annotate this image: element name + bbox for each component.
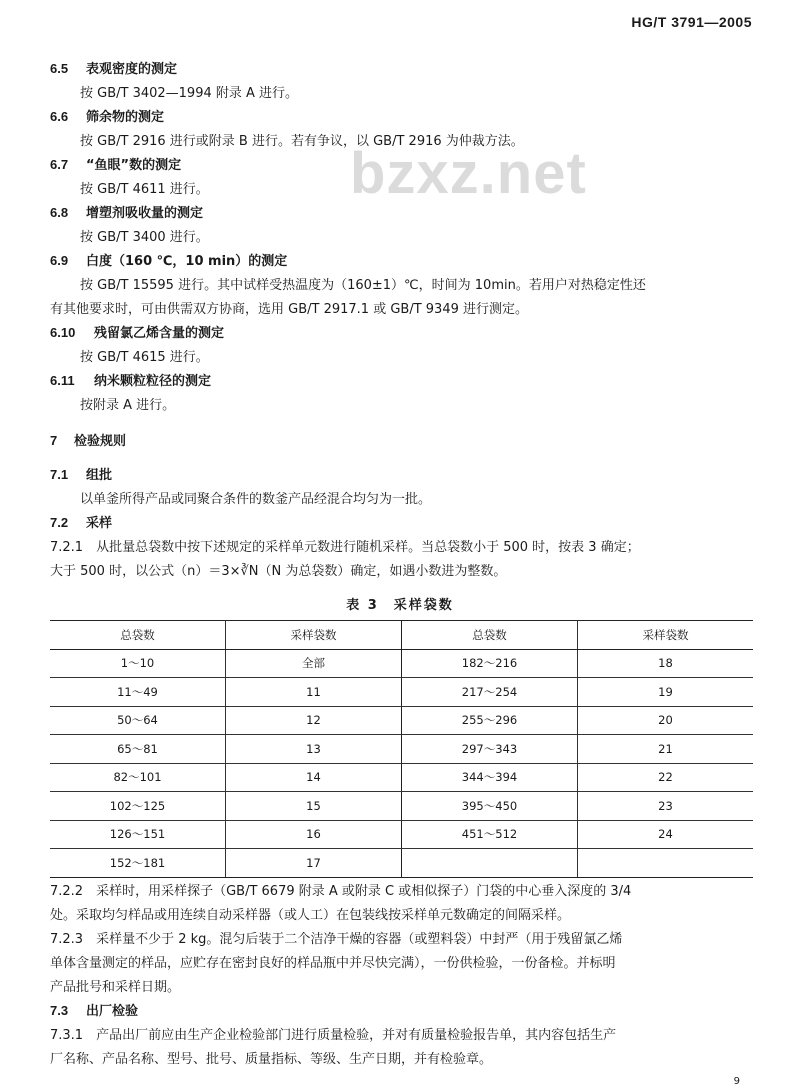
table-cell: 17	[226, 849, 402, 878]
table-header-row	[50, 621, 753, 650]
body-6-11: 按附录 A 进行。	[80, 398, 176, 413]
table-row	[50, 678, 753, 707]
table-cell: 13	[226, 735, 402, 764]
table-header-cell: 总袋数	[402, 621, 578, 650]
section-number: 6.10	[50, 325, 76, 340]
section-title: 增塑剂吸收量的测定	[86, 206, 204, 221]
table-cell	[402, 849, 578, 878]
section-number: 6.5	[50, 61, 69, 76]
table-row	[50, 820, 753, 849]
section-number: 7.3	[50, 1003, 69, 1018]
table-cell: 255～296	[402, 706, 578, 735]
body-7-2-2-line2: 处。采取均匀样品或用连续自动采样器（或人工）在包装线按采样单元数确定的间隔采样。	[50, 908, 571, 923]
body-7-2-3-line2: 单体含量测定的样品，应贮存在密封良好的样品瓶中并尽快完满），一份供检验，一份备检。并标明	[50, 956, 616, 971]
section-number: 7.2	[50, 515, 69, 530]
section-title: 表观密度的测定	[86, 62, 178, 77]
table-cell: 126～151	[50, 820, 226, 849]
table-cell: 11～49	[50, 678, 226, 707]
section-title: 纳米颗粒粒径的测定	[94, 374, 212, 389]
table-cell: 11	[226, 678, 402, 707]
body-7-2-3-line3: 产品批号和采样日期。	[50, 980, 181, 995]
heading-7	[50, 430, 126, 449]
section-title: 筛余物的测定	[86, 110, 165, 125]
table-cell: 16	[226, 820, 402, 849]
section-number: 7.1	[50, 467, 69, 482]
table-cell: 20	[578, 706, 754, 735]
table-cell: 全部	[226, 649, 402, 678]
body-7-1: 以单釜所得产品或同聚合条件的数釜产品经混合均匀为一批。	[80, 492, 432, 507]
table-cell: 19	[578, 678, 754, 707]
table-cell: 152～181	[50, 849, 226, 878]
table-cell: 23	[578, 792, 754, 821]
body-6-6: 按 GB/T 2916 进行或附录 B 进行。若有争议，以 GB/T 2916 为仲裁方法。	[80, 134, 524, 149]
heading-7-3	[50, 1000, 138, 1019]
body-6-10: 按 GB/T 4615 进行。	[80, 350, 209, 365]
table-header-cell: 总袋数	[50, 621, 226, 650]
table-cell: 344～394	[402, 763, 578, 792]
table-cell: 451～512	[402, 820, 578, 849]
section-number: 6.7	[50, 157, 69, 172]
table-row	[50, 792, 753, 821]
table-cell: 21	[578, 735, 754, 764]
body-7-2-1-line1: 7.2.1 从批量总袋数中按下述规定的采样单元数进行随机采样。当总袋数小于 500 时，按表 3 确定；	[50, 540, 640, 555]
section-number: 6.9	[50, 253, 69, 268]
table-cell: 217～254	[402, 678, 578, 707]
table-row	[50, 763, 753, 792]
table-cell: 65～81	[50, 735, 226, 764]
table-cell: 14	[226, 763, 402, 792]
table-row	[50, 735, 753, 764]
heading-7-2	[50, 512, 112, 531]
table-title: 表 3 采样袋数	[346, 598, 454, 613]
section-title: 组批	[86, 468, 113, 483]
table-cell: 395～450	[402, 792, 578, 821]
sampling-table	[50, 620, 753, 878]
table-header-cell: 采样袋数	[226, 621, 402, 650]
section-number: 6.11	[50, 373, 75, 388]
heading-6-9	[50, 250, 287, 269]
table-cell: 18	[578, 649, 754, 678]
table-cell: 82～101	[50, 763, 226, 792]
table-header-cell: 采样袋数	[578, 621, 754, 650]
standard-code: HG/T 3791—2005	[631, 14, 752, 30]
body-7-3-1-line2: 厂名称、产品名称、型号、批号、质量指标、等级、生产日期，并有检验章。	[50, 1052, 493, 1067]
section-number: 7	[50, 433, 58, 448]
table-cell: 12	[226, 706, 402, 735]
table-row	[50, 706, 753, 735]
table-cell: 1～10	[50, 649, 226, 678]
section-number: 6.6	[50, 109, 69, 124]
heading-6-10	[50, 322, 224, 341]
heading-6-11	[50, 370, 211, 389]
section-title: 采样	[86, 516, 113, 531]
section-title: 检验规则	[74, 434, 127, 449]
heading-6-8	[50, 202, 203, 221]
body-6-5: 按 GB/T 3402—1994 附录 A 进行。	[80, 86, 299, 101]
table-cell	[578, 849, 754, 878]
section-title: “鱼眼”数的测定	[86, 158, 182, 173]
body-7-2-2-line1: 7.2.2 采样时，用采样探子（GB/T 6679 附录 A 或附录 C 或相似探子）门袋的中心垂入深度的 3/4	[50, 884, 632, 899]
table-row	[50, 849, 753, 878]
body-6-8: 按 GB/T 3400 进行。	[80, 230, 209, 245]
heading-6-6	[50, 106, 164, 125]
body-6-7: 按 GB/T 4611 进行。	[80, 182, 209, 197]
page-number: 9	[733, 1076, 740, 1087]
table-cell: 24	[578, 820, 754, 849]
table-cell: 15	[226, 792, 402, 821]
heading-7-1	[50, 464, 112, 483]
table-cell: 297～343	[402, 735, 578, 764]
section-title: 白度（160 ℃，10 min）的测定	[86, 254, 288, 269]
body-7-2-1-line2: 大于 500 时，以公式（n）＝3×∛N（N 为总袋数）确定，如遇小数进为整数。	[50, 564, 507, 579]
watermark: bzxz.net	[350, 141, 587, 206]
table-cell: 50～64	[50, 706, 226, 735]
heading-6-5	[50, 58, 177, 77]
body-6-9-line2: 有其他要求时，可由供需双方协商，选用 GB/T 2917.1 或 GB/T 9349 进行测定。	[50, 302, 528, 317]
table-cell: 182～216	[402, 649, 578, 678]
heading-6-7	[50, 154, 181, 173]
table-cell: 102～125	[50, 792, 226, 821]
section-title: 残留氯乙烯含量的测定	[94, 326, 225, 341]
body-6-9-line1: 按 GB/T 15595 进行。其中试样受热温度为（160±1）℃，时间为 10min。若用户对热稳定性还	[80, 278, 646, 293]
table-cell: 22	[578, 763, 754, 792]
body-7-3-1-line1: 7.3.1 产品出厂前应由生产企业检验部门进行质量检验，并对有质量检验报告单，其内容包括生产	[50, 1028, 617, 1043]
section-number: 6.8	[50, 205, 69, 220]
section-title: 出厂检验	[86, 1004, 139, 1019]
body-7-2-3-line1: 7.2.3 采样量不少于 2 kg。混匀后装于二个洁净干燥的容器（或塑料袋）中封严（用于残留氯乙烯	[50, 932, 623, 947]
table-row	[50, 649, 753, 678]
